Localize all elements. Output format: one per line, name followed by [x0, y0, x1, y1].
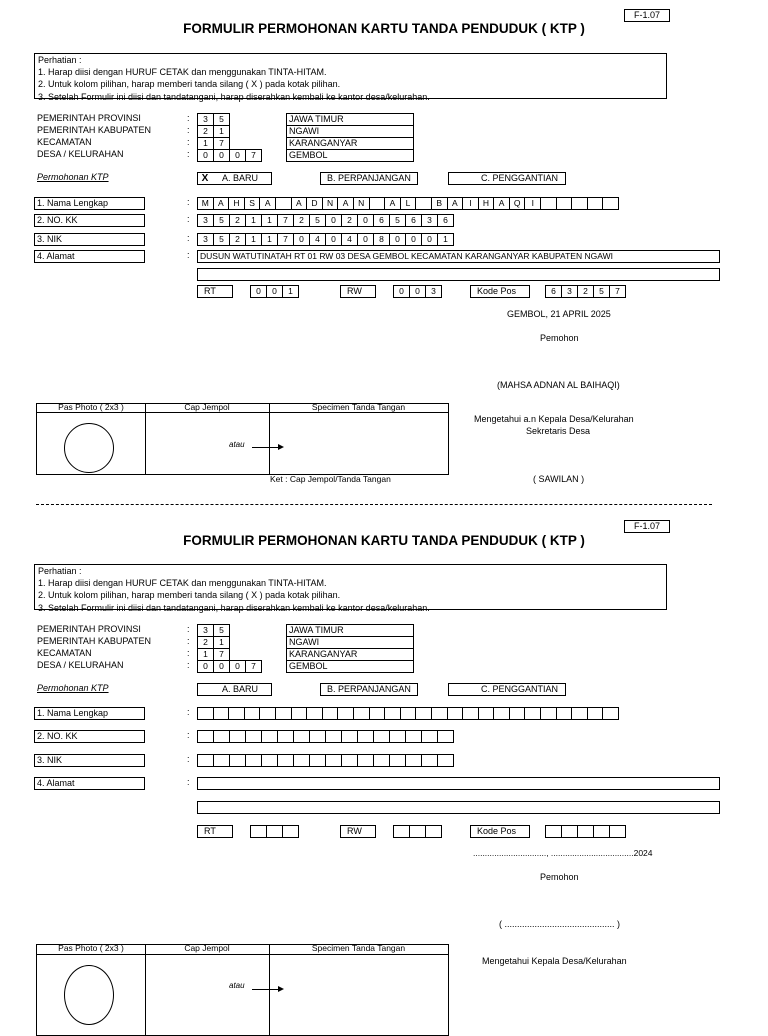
char-cell[interactable]: 2	[341, 214, 358, 227]
code-cell[interactable]: 0	[213, 149, 230, 162]
char-cell[interactable]: 5	[593, 285, 610, 298]
char-cell[interactable]: 5	[389, 214, 406, 227]
notice-line: 3. Setelah Formulir ini diisi dan tandatangani, harap diserahkan kembali ke kantor desa/kelurahan.	[38, 91, 430, 102]
option-baru[interactable]	[197, 683, 272, 696]
code-cell[interactable]: 1	[197, 648, 214, 661]
char-cell[interactable]	[425, 825, 442, 838]
char-cell[interactable]: A	[259, 197, 276, 210]
desa-name[interactable]: GEMBOL	[286, 660, 414, 673]
option-label: A. BARU	[222, 173, 259, 183]
char-cell[interactable]	[213, 754, 230, 767]
code-cell[interactable]: 3	[197, 113, 214, 126]
char-cell[interactable]	[393, 825, 410, 838]
char-cell[interactable]: 3	[425, 285, 442, 298]
alamat-label: 4. Alamat	[34, 777, 145, 790]
char-cell[interactable]: 6	[545, 285, 562, 298]
char-cell[interactable]	[462, 707, 479, 720]
char-cell[interactable]	[250, 825, 267, 838]
char-cell[interactable]	[400, 707, 417, 720]
char-cell[interactable]: 7	[277, 233, 294, 246]
official-name: ( SAWILAN )	[533, 474, 585, 484]
applicant-name: ( ............................................ )	[499, 919, 621, 929]
char-cell[interactable]: 0	[250, 285, 267, 298]
code-cell[interactable]: 0	[197, 149, 214, 162]
nik-label: 3. NIK	[34, 754, 145, 767]
notice-heading: Perhatian :	[38, 566, 82, 576]
char-cell[interactable]	[266, 825, 283, 838]
char-cell[interactable]: 2	[293, 214, 310, 227]
colon: :	[187, 707, 190, 717]
colon: :	[187, 648, 190, 658]
char-cell[interactable]	[275, 707, 292, 720]
char-cell[interactable]: 2	[229, 233, 246, 246]
char-cell[interactable]	[229, 754, 246, 767]
char-cell[interactable]: 0	[409, 285, 426, 298]
char-cell[interactable]: I	[462, 197, 479, 210]
kodepos-label: Kode Pos	[470, 825, 530, 838]
code-cell[interactable]: 1	[213, 125, 230, 138]
char-cell[interactable]: 0	[405, 233, 422, 246]
notice-line: 1. Harap diisi dengan HURUF CETAK dan menggunakan TINTA-HITAM.	[38, 67, 327, 78]
atau-text: atau	[229, 440, 245, 449]
char-cell[interactable]	[415, 197, 432, 210]
code-cell[interactable]: 3	[197, 624, 214, 637]
char-cell[interactable]: 8	[373, 233, 390, 246]
char-cell[interactable]: 0	[389, 233, 406, 246]
char-cell[interactable]	[353, 707, 370, 720]
char-cell[interactable]: 1	[437, 233, 454, 246]
char-cell[interactable]: 0	[266, 285, 283, 298]
char-cell[interactable]: 0	[293, 233, 310, 246]
code-cell[interactable]: 0	[213, 660, 230, 673]
kodepos-label: Kode Pos	[470, 285, 530, 298]
char-cell[interactable]	[373, 754, 390, 767]
jempol-label: Cap Jempol	[184, 402, 230, 412]
char-cell[interactable]	[409, 825, 426, 838]
provinsi-label: PEMERINTAH PROVINSI	[37, 624, 141, 634]
char-cell[interactable]: 5	[213, 214, 230, 227]
desa-code[interactable]	[197, 149, 261, 162]
kabupaten-label: PEMERINTAH KABUPATEN	[37, 636, 152, 646]
char-cell[interactable]	[291, 707, 308, 720]
char-cell[interactable]	[275, 197, 292, 210]
char-cell[interactable]: 0	[357, 233, 374, 246]
char-cell[interactable]: A	[337, 197, 354, 210]
colon: :	[187, 624, 190, 634]
char-cell[interactable]	[561, 825, 578, 838]
notice-line: 3. Setelah Formulir ini diisi dan tandatangani, harap diserahkan kembali ke kantor desa/kelurahan.	[38, 602, 430, 613]
char-cell[interactable]	[357, 730, 374, 743]
char-cell[interactable]	[357, 754, 374, 767]
char-cell[interactable]: 1	[261, 214, 278, 227]
char-cell[interactable]: 6	[437, 214, 454, 227]
colon: :	[187, 149, 190, 159]
atau-text: atau	[229, 981, 245, 990]
char-cell[interactable]: 0	[357, 214, 374, 227]
char-cell[interactable]: 3	[421, 214, 438, 227]
char-cell[interactable]	[540, 707, 557, 720]
char-cell[interactable]	[277, 754, 294, 767]
page-title: FORMULIR PERMOHONAN KARTU TANDA PENDUDUK ( KTP )	[183, 533, 585, 548]
char-cell[interactable]	[577, 825, 594, 838]
char-cell[interactable]	[405, 754, 422, 767]
char-cell[interactable]: 5	[309, 214, 326, 227]
char-cell[interactable]	[213, 707, 230, 720]
char-cell[interactable]: 7	[609, 285, 626, 298]
code-cell[interactable]: 0	[229, 149, 246, 162]
provinsi-name[interactable]: JAWA TIMUR	[286, 624, 414, 637]
char-cell[interactable]	[421, 754, 438, 767]
option-baru[interactable]	[197, 172, 272, 185]
arrow-head-icon	[278, 444, 284, 450]
colon: :	[187, 660, 190, 670]
char-cell[interactable]	[437, 730, 454, 743]
photo-grid	[36, 403, 449, 475]
form-code: F-1.07	[624, 9, 670, 22]
alamat-line-1[interactable]: DUSUN WATUTINATAH RT 01 RW 03 DESA GEMBOL KECAMATAN KARANGANYAR KABUPATEN NGAWI	[197, 250, 720, 263]
char-cell[interactable]	[437, 754, 454, 767]
char-cell[interactable]	[524, 707, 541, 720]
char-cell[interactable]	[261, 730, 278, 743]
char-cell[interactable]: 3	[197, 214, 214, 227]
char-cell[interactable]	[571, 197, 588, 210]
code-cell[interactable]: 1	[213, 636, 230, 649]
char-cell[interactable]	[447, 707, 464, 720]
nik-label: 3. NIK	[34, 233, 145, 246]
char-cell[interactable]	[431, 707, 448, 720]
kabupaten-label: PEMERINTAH KABUPATEN	[37, 125, 152, 135]
rw-label: RW	[340, 285, 376, 298]
colon: :	[187, 125, 190, 135]
option-penggantian[interactable]: C. PENGGANTIAN	[448, 683, 566, 696]
desa-name[interactable]: GEMBOL	[286, 149, 414, 162]
char-cell[interactable]: D	[306, 197, 323, 210]
desa-label: DESA / KELURAHAN	[37, 660, 124, 670]
code-cell[interactable]: 5	[213, 624, 230, 637]
kecamatan-name[interactable]: KARANGANYAR	[286, 137, 414, 150]
ket-text: Ket : Cap Jempol/Tanda Tangan	[270, 474, 391, 484]
nik-cells[interactable]	[197, 233, 453, 246]
photo-oval	[64, 965, 114, 1025]
code-cell[interactable]: 7	[245, 660, 262, 673]
char-cell[interactable]	[337, 707, 354, 720]
char-cell[interactable]	[306, 707, 323, 720]
char-cell[interactable]	[197, 754, 214, 767]
photo-label: Pas Photo ( 2x3 )	[58, 943, 124, 953]
option-penggantian[interactable]: C. PENGGANTIAN	[448, 172, 566, 185]
char-cell[interactable]: A	[213, 197, 230, 210]
char-cell[interactable]	[593, 825, 610, 838]
nama-cells[interactable]	[197, 707, 618, 720]
kabupaten-name[interactable]: NGAWI	[286, 125, 414, 138]
nama-label: 1. Nama Lengkap	[34, 707, 145, 720]
char-cell[interactable]	[277, 730, 294, 743]
char-cell[interactable]: 1	[245, 233, 262, 246]
char-cell[interactable]: 6	[405, 214, 422, 227]
char-cell[interactable]	[228, 707, 245, 720]
rw-cells[interactable]	[393, 285, 441, 298]
char-cell[interactable]	[384, 707, 401, 720]
permohonan-label: Permohonan KTP	[37, 683, 109, 693]
char-cell[interactable]	[571, 707, 588, 720]
char-cell[interactable]	[245, 730, 262, 743]
applicant-name: (MAHSA ADNAN AL BAIHAQI)	[497, 380, 620, 390]
notice-box	[34, 564, 667, 613]
char-cell[interactable]	[421, 730, 438, 743]
check-mark: X	[201, 173, 209, 184]
code-cell[interactable]: 5	[213, 113, 230, 126]
photo-oval	[64, 423, 114, 473]
char-cell[interactable]: 2	[229, 214, 246, 227]
sekretaris-text: Sekretaris Desa	[526, 426, 591, 436]
page-title: FORMULIR PERMOHONAN KARTU TANDA PENDUDUK ( KTP )	[183, 21, 585, 36]
alamat-line-2[interactable]	[197, 801, 720, 814]
colon: :	[187, 754, 190, 764]
char-cell[interactable]	[478, 707, 495, 720]
kk-label: 2. NO. KK	[34, 730, 145, 743]
char-cell[interactable]: 0	[393, 285, 410, 298]
char-cell[interactable]	[309, 754, 326, 767]
alamat-line-2[interactable]	[197, 268, 720, 281]
place-date: GEMBOL, 21 APRIL 2025	[507, 309, 611, 319]
notice-box	[34, 53, 667, 102]
rt-cells[interactable]	[250, 825, 298, 838]
char-cell[interactable]: 7	[277, 214, 294, 227]
arrow-head-icon	[278, 986, 284, 992]
code-cell[interactable]: 7	[213, 648, 230, 661]
char-cell[interactable]	[197, 707, 214, 720]
code-cell[interactable]: 2	[197, 636, 214, 649]
colon: :	[187, 636, 190, 646]
alamat-line-1[interactable]	[197, 777, 720, 790]
char-cell[interactable]	[341, 730, 358, 743]
colon: :	[187, 233, 190, 243]
char-cell[interactable]	[373, 730, 390, 743]
provinsi-name[interactable]: JAWA TIMUR	[286, 113, 414, 126]
char-cell[interactable]	[325, 730, 342, 743]
desa-label: DESA / KELURAHAN	[37, 149, 124, 159]
desa-code[interactable]	[197, 660, 261, 673]
notice-line: 2. Untuk kolom pilihan, harap memberi tanda silang ( X ) pada kotak pilihan.	[38, 79, 341, 90]
char-cell[interactable]	[540, 197, 557, 210]
kecamatan-label: KECAMATAN	[37, 137, 92, 147]
photo-label: Pas Photo ( 2x3 )	[58, 402, 124, 412]
char-cell[interactable]: A	[447, 197, 464, 210]
arrow-icon	[252, 447, 280, 448]
kabupaten-name[interactable]: NGAWI	[286, 636, 414, 649]
alamat-label: 4. Alamat	[34, 250, 145, 263]
char-cell[interactable]	[415, 707, 432, 720]
kk-cells[interactable]	[197, 730, 453, 743]
char-cell[interactable]: H	[228, 197, 245, 210]
rt-label: RT	[197, 285, 233, 298]
char-cell[interactable]	[293, 730, 310, 743]
char-cell[interactable]	[556, 707, 573, 720]
provinsi-label: PEMERINTAH PROVINSI	[37, 113, 141, 123]
code-cell[interactable]: 0	[229, 660, 246, 673]
kk-label: 2. NO. KK	[34, 214, 145, 227]
code-cell[interactable]: 1	[197, 137, 214, 150]
nik-cells[interactable]	[197, 754, 453, 767]
char-cell[interactable]: N	[353, 197, 370, 210]
char-cell[interactable]: 1	[245, 214, 262, 227]
char-cell[interactable]: 4	[341, 233, 358, 246]
char-cell[interactable]: 6	[373, 214, 390, 227]
rt-cells[interactable]	[250, 285, 298, 298]
mengetahui-text: Mengetahui Kepala Desa/Kelurahan	[482, 956, 627, 966]
char-cell[interactable]: 2	[577, 285, 594, 298]
char-cell[interactable]: 5	[213, 233, 230, 246]
cut-line	[36, 504, 712, 505]
char-cell[interactable]	[322, 707, 339, 720]
char-cell[interactable]	[229, 730, 246, 743]
rw-label: RW	[340, 825, 376, 838]
char-cell[interactable]	[341, 754, 358, 767]
kecamatan-label: KECAMATAN	[37, 648, 92, 658]
char-cell[interactable]	[197, 730, 214, 743]
char-cell[interactable]: 0	[325, 233, 342, 246]
colon: :	[187, 250, 190, 260]
char-cell[interactable]	[389, 754, 406, 767]
photo-grid	[36, 944, 449, 1036]
place-date: ..............................., ...................................2024	[473, 848, 653, 858]
char-cell[interactable]: 1	[261, 233, 278, 246]
permohonan-label: Permohonan KTP	[37, 172, 109, 182]
colon: :	[187, 777, 190, 787]
char-cell[interactable]: 0	[325, 214, 342, 227]
char-cell[interactable]: Q	[509, 197, 526, 210]
char-cell[interactable]	[293, 754, 310, 767]
char-cell[interactable]	[509, 707, 526, 720]
notice-heading: Perhatian :	[38, 55, 82, 65]
rw-cells[interactable]	[393, 825, 441, 838]
char-cell[interactable]	[556, 197, 573, 210]
kecamatan-name[interactable]: KARANGANYAR	[286, 648, 414, 661]
char-cell[interactable]	[244, 707, 261, 720]
notice-line: 2. Untuk kolom pilihan, harap memberi tanda silang ( X ) pada kotak pilihan.	[38, 590, 341, 601]
code-cell[interactable]: 2	[197, 125, 214, 138]
pemohon-label: Pemohon	[540, 333, 579, 343]
kodepos-cells[interactable]	[545, 285, 625, 298]
char-cell[interactable]: 4	[309, 233, 326, 246]
char-cell[interactable]	[602, 197, 619, 210]
char-cell[interactable]	[587, 707, 604, 720]
char-cell[interactable]: B	[431, 197, 448, 210]
arrow-icon	[252, 989, 280, 990]
char-cell[interactable]: N	[322, 197, 339, 210]
form-code: F-1.07	[624, 520, 670, 533]
char-cell[interactable]	[405, 730, 422, 743]
char-cell[interactable]: 1	[282, 285, 299, 298]
char-cell[interactable]	[282, 825, 299, 838]
char-cell[interactable]	[587, 197, 604, 210]
colon: :	[187, 197, 190, 207]
char-cell[interactable]: A	[384, 197, 401, 210]
char-cell[interactable]	[493, 707, 510, 720]
code-cell[interactable]: 7	[213, 137, 230, 150]
nama-cells[interactable]	[197, 197, 618, 210]
nama-label: 1. Nama Lengkap	[34, 197, 145, 210]
kodepos-cells[interactable]	[545, 825, 625, 838]
check-box-empty	[198, 684, 212, 695]
char-cell[interactable]	[545, 825, 562, 838]
char-cell[interactable]: A	[291, 197, 308, 210]
char-cell[interactable]	[389, 730, 406, 743]
option-perpanjangan[interactable]: B. PERPANJANGAN	[320, 683, 418, 696]
option-perpanjangan[interactable]: B. PERPANJANGAN	[320, 172, 418, 185]
char-cell[interactable]: I	[524, 197, 541, 210]
char-cell[interactable]	[213, 730, 230, 743]
notice-line: 1. Harap diisi dengan HURUF CETAK dan menggunakan TINTA-HITAM.	[38, 578, 327, 589]
specimen-label: Specimen Tanda Tangan	[311, 402, 406, 412]
char-cell[interactable]: 3	[197, 233, 214, 246]
char-cell[interactable]	[325, 754, 342, 767]
char-cell[interactable]	[369, 197, 386, 210]
code-cell[interactable]: 0	[197, 660, 214, 673]
char-cell[interactable]: A	[493, 197, 510, 210]
kk-cells[interactable]	[197, 214, 453, 227]
jempol-label: Cap Jempol	[184, 943, 230, 953]
char-cell[interactable]: H	[478, 197, 495, 210]
char-cell[interactable]: L	[400, 197, 417, 210]
char-cell[interactable]: 0	[421, 233, 438, 246]
char-cell[interactable]	[309, 730, 326, 743]
code-cell[interactable]: 7	[245, 149, 262, 162]
char-cell[interactable]	[261, 754, 278, 767]
colon: :	[187, 214, 190, 224]
char-cell[interactable]: M	[197, 197, 214, 210]
char-cell[interactable]	[369, 707, 386, 720]
char-cell[interactable]	[259, 707, 276, 720]
char-cell[interactable]: S	[244, 197, 261, 210]
mengetahui-text: Mengetahui a.n Kepala Desa/Kelurahan	[474, 414, 634, 424]
option-label: A. BARU	[222, 684, 259, 694]
rt-label: RT	[197, 825, 233, 838]
char-cell[interactable]	[602, 707, 619, 720]
colon: :	[187, 137, 190, 147]
char-cell[interactable]: 3	[561, 285, 578, 298]
char-cell[interactable]	[609, 825, 626, 838]
specimen-label: Specimen Tanda Tangan	[311, 943, 406, 953]
colon: :	[187, 113, 190, 123]
pemohon-label: Pemohon	[540, 872, 579, 882]
colon: :	[187, 730, 190, 740]
char-cell[interactable]	[245, 754, 262, 767]
